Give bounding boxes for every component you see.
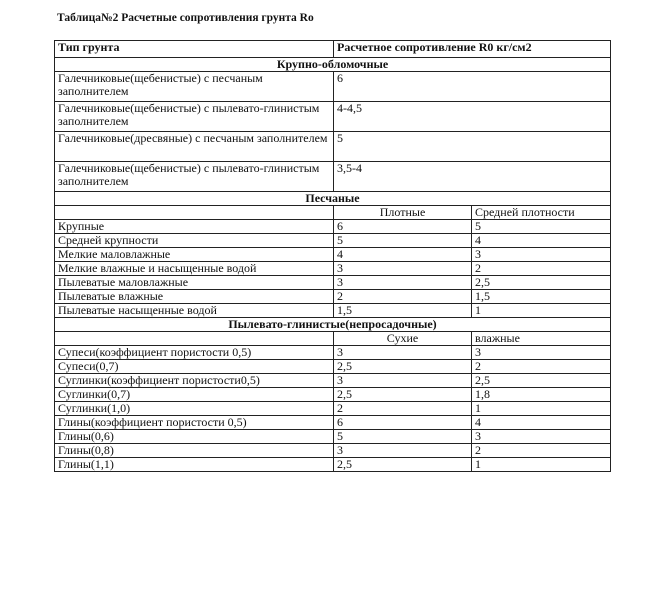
table-row bbox=[55, 132, 611, 162]
value-cell-a: 2,5 bbox=[334, 458, 472, 472]
soil-type-cell: Суглинки(0,7) bbox=[55, 388, 334, 402]
table-row bbox=[55, 276, 611, 290]
value-cell-a: 6 bbox=[334, 220, 472, 234]
table-row bbox=[55, 220, 611, 234]
table-row bbox=[55, 346, 611, 360]
value-cell-b: 2,5 bbox=[472, 276, 611, 290]
soil-type-cell: Пылеватые насыщенные водой bbox=[55, 304, 334, 318]
empty-cell bbox=[55, 332, 334, 346]
table-row bbox=[55, 234, 611, 248]
value-cell-b: 2 bbox=[472, 444, 611, 458]
resistance-cell: 6 bbox=[334, 72, 611, 102]
value-cell-b: 1,5 bbox=[472, 290, 611, 304]
table-row bbox=[55, 72, 611, 102]
value-cell-b: 5 bbox=[472, 220, 611, 234]
value-cell-b: 4 bbox=[472, 234, 611, 248]
soil-type-cell: Крупные bbox=[55, 220, 334, 234]
value-cell-b: 3 bbox=[472, 346, 611, 360]
value-cell-a: 1,5 bbox=[334, 304, 472, 318]
table-row bbox=[55, 416, 611, 430]
soil-type-cell: Галечниковые(щебенистые) с пылевато-глинистым заполнителем bbox=[55, 162, 334, 192]
soil-type-cell: Суглинки(1,0) bbox=[55, 402, 334, 416]
subheader-row-clay bbox=[55, 332, 611, 346]
soil-type-cell: Супеси(коэффициент пористости 0,5) bbox=[55, 346, 334, 360]
resistance-cell: 4-4,5 bbox=[334, 102, 611, 132]
soil-type-cell: Глины(коэффициент пористости 0,5) bbox=[55, 416, 334, 430]
value-cell-a: 2 bbox=[334, 290, 472, 304]
value-cell-a: 4 bbox=[334, 248, 472, 262]
table-row bbox=[55, 262, 611, 276]
soil-type-cell: Супеси(0,7) bbox=[55, 360, 334, 374]
header-soil-type: Тип грунта bbox=[55, 41, 334, 58]
value-cell-a: 5 bbox=[334, 234, 472, 248]
table-header-row bbox=[55, 41, 611, 58]
value-cell-b: 4 bbox=[472, 416, 611, 430]
soil-type-cell: Пылеватые влажные bbox=[55, 290, 334, 304]
empty-cell bbox=[55, 206, 334, 220]
soil-type-cell: Мелкие маловлажные bbox=[55, 248, 334, 262]
value-cell-a: 3 bbox=[334, 374, 472, 388]
value-cell-a: 2 bbox=[334, 402, 472, 416]
subheader-dense: Плотные bbox=[334, 206, 472, 220]
value-cell-b: 3 bbox=[472, 248, 611, 262]
soil-type-cell: Мелкие влажные и насыщенные водой bbox=[55, 262, 334, 276]
value-cell-b: 1 bbox=[472, 402, 611, 416]
table-row bbox=[55, 304, 611, 318]
table-row bbox=[55, 248, 611, 262]
value-cell-a: 3 bbox=[334, 276, 472, 290]
soil-type-cell: Средней крупности bbox=[55, 234, 334, 248]
section-row-clay bbox=[55, 318, 611, 332]
soil-type-cell: Глины(1,1) bbox=[55, 458, 334, 472]
table-row bbox=[55, 402, 611, 416]
section-title-clay: Пылевато-глинистые(непросадочные) bbox=[55, 318, 611, 332]
value-cell-b: 2 bbox=[472, 262, 611, 276]
soil-type-cell: Суглинки(коэффициент пористости0,5) bbox=[55, 374, 334, 388]
table-row bbox=[55, 360, 611, 374]
resistance-cell: 3,5-4 bbox=[334, 162, 611, 192]
soil-type-cell: Глины(0,6) bbox=[55, 430, 334, 444]
subheader-dry: Сухие bbox=[334, 332, 472, 346]
resistance-cell: 5 bbox=[334, 132, 611, 162]
section-title-coarse: Крупно-обломочные bbox=[55, 58, 611, 72]
section-row-sandy bbox=[55, 192, 611, 206]
value-cell-b: 1 bbox=[472, 304, 611, 318]
soil-type-cell: Галечниковые(щебенистые) с пылевато-глинистым заполнителем bbox=[55, 102, 334, 132]
soil-resistance-table bbox=[54, 40, 611, 472]
table-row bbox=[55, 444, 611, 458]
value-cell-a: 5 bbox=[334, 430, 472, 444]
subheader-medium-density: Средней плотности bbox=[472, 206, 611, 220]
table-row bbox=[55, 290, 611, 304]
soil-type-cell: Галечниковые(щебенистые) с песчаным заполнителем bbox=[55, 72, 334, 102]
value-cell-a: 3 bbox=[334, 346, 472, 360]
section-row-coarse bbox=[55, 58, 611, 72]
table-row bbox=[55, 430, 611, 444]
value-cell-a: 3 bbox=[334, 444, 472, 458]
header-resistance: Расчетное сопротивление R0 кг/см2 bbox=[334, 41, 611, 58]
value-cell-a: 6 bbox=[334, 416, 472, 430]
value-cell-b: 2,5 bbox=[472, 374, 611, 388]
subheader-row-sandy bbox=[55, 206, 611, 220]
table-row bbox=[55, 102, 611, 132]
value-cell-b: 2 bbox=[472, 360, 611, 374]
soil-type-cell: Глины(0,8) bbox=[55, 444, 334, 458]
value-cell-a: 3 bbox=[334, 262, 472, 276]
value-cell-b: 1 bbox=[472, 458, 611, 472]
value-cell-a: 2,5 bbox=[334, 360, 472, 374]
section-title-sandy: Песчаные bbox=[55, 192, 611, 206]
table-row bbox=[55, 388, 611, 402]
soil-type-cell: Пылеватые маловлажные bbox=[55, 276, 334, 290]
subheader-wet: влажные bbox=[472, 332, 611, 346]
table-row bbox=[55, 162, 611, 192]
value-cell-b: 3 bbox=[472, 430, 611, 444]
table-row bbox=[55, 458, 611, 472]
table-row bbox=[55, 374, 611, 388]
value-cell-a: 2,5 bbox=[334, 388, 472, 402]
document-title: Таблица№2 Расчетные сопротивления грунта Ro bbox=[57, 12, 314, 24]
soil-type-cell: Галечниковые(дресвяные) с песчаным заполнителем bbox=[55, 132, 334, 162]
value-cell-b: 1,8 bbox=[472, 388, 611, 402]
